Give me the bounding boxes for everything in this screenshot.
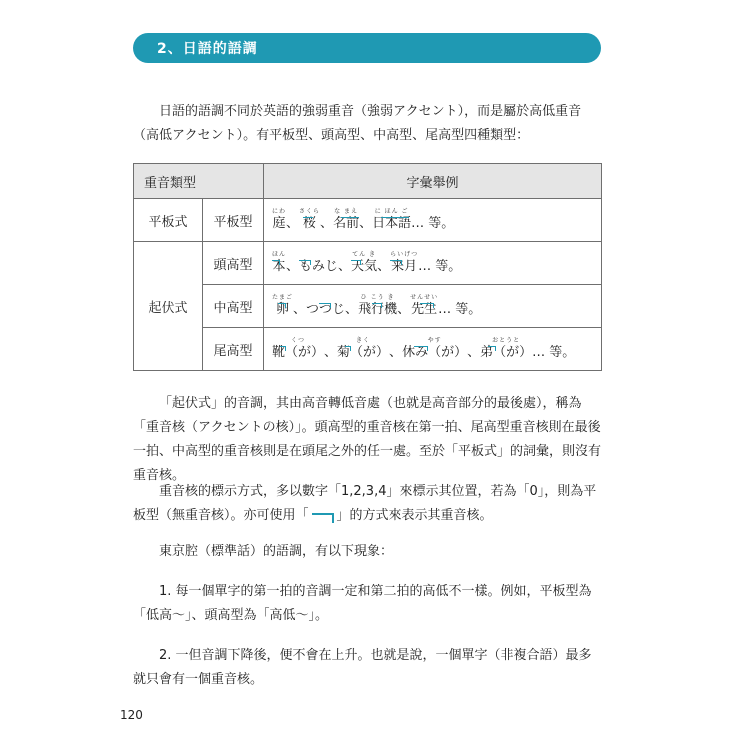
group-cell: 平板式 [134,199,203,242]
accent-drop [285,303,286,308]
section-title: 2、日語的語調 [157,41,258,57]
accent-type-table [133,163,602,371]
paragraph-tokyo-accent: 東京腔（標準話）的語調，有以下現象： [159,544,394,559]
example-word: ほん 本 [272,251,287,274]
example-word: きく 菊（が） [337,337,390,360]
accent-line [420,303,434,304]
accent-line [414,346,428,347]
group-cell: 起伏式 [134,242,203,371]
example-word: てん き 天気 [351,251,378,274]
example-word: らいげつ 来月 [390,251,419,274]
table-header-row [134,164,602,199]
accent-line [303,217,313,218]
header-accent-type: 重音類型 [134,164,264,199]
header-vocab-examples: 字彙舉例 [264,164,602,199]
paragraph-rule-1: 1. 每一個單字的第一拍的音調一定和第二拍的高低不一樣。例如，平板型為「低高～」、頭高型為「高低～」。 [133,584,592,623]
section-header [133,33,601,63]
accent-drop [279,260,280,265]
paragraph-accent-core: 「起伏式」的音調，其由高音轉低音處（也就是高音部分的最後處），稱為「重音核（アクセントの核）」。頭高型的重音核在第一拍、尾高型重音核則在最後一拍、中高型的重音核則是在頭尾之外的任一處。至於「平板式」的詞彙，則沒有重音核。 [133,396,602,483]
example-word: な まえ 名前 [333,208,360,231]
example-word: もみじ [299,259,339,274]
examples-cell: くつ 靴（が） 、 きく 菊（が） 、 やす 休み（が） 、 おとうと 弟（が） … 等。 [264,328,602,371]
table-row [134,199,602,242]
accent-drop [427,346,428,351]
page-number: 120 [120,708,143,722]
example-word: に ほん ご 日本語 [372,208,412,231]
accent-line [341,217,359,218]
paragraph-rule-2: 2. 一但音調下降後，便不會在上升。也就是說，一個單字（非複合語）最多就只會有一個重音核。 [133,648,592,687]
example-word: つつじ [306,302,346,317]
accent-line [381,217,409,218]
example-word: おとうと 弟（が） [480,337,533,360]
type-cell: 中高型 [203,285,264,328]
example-word: たまご 卵 [272,294,294,317]
accent-drop [330,303,331,308]
accent-drop [310,260,311,265]
table-row [134,285,602,328]
type-cell: 頭高型 [203,242,264,285]
type-cell: 平板型 [203,199,264,242]
examples-cell: ほん 本 、 もみじ 、 てん き 天気 、 らいげつ 来月 … 等。 [264,242,602,285]
accent-drop [360,260,361,265]
accent-mark-icon [312,513,334,523]
accent-drop [381,303,382,308]
example-word: くつ 靴（が） [272,337,325,360]
examples-cell: たまご 卵 、 つつじ 、 ひ こう き 飛行機 、 せんせい 先生 … 等。 [264,285,602,328]
example-word: にわ 庭 [272,208,287,231]
table-row [134,242,602,285]
accent-drop [433,303,434,308]
example-word: ひ こう き 飛行機 [358,294,398,317]
type-cell: 尾高型 [203,328,264,371]
intro-paragraph: 日語的語調不同於英語的強弱重音（強弱アクセント），而是屬於高低重音（高低アクセント）。有平板型、頭高型、中高型、尾高型四種類型： [133,104,582,143]
example-word: せんせい 先生 [410,294,439,317]
paragraph-accent-marking: 重音核的標示方式，多以數字「1,2,3,4」來標示其位置，若為「0」，則為平板型（無重音核）。亦可使用「 」的方式來表示其重音核。 [133,484,597,523]
example-word: やす 休み（が） [402,337,468,360]
accent-drop [285,346,286,351]
examples-cell: にわ 庭 、 さくら 桜 、 な まえ 名前 、 に ほん ご 日本語 … 等。 [264,199,602,242]
accent-drop [350,346,351,351]
accent-drop [495,346,496,351]
accent-drop [401,260,402,265]
table-row [134,328,602,371]
example-word: さくら 桜 [299,208,321,231]
